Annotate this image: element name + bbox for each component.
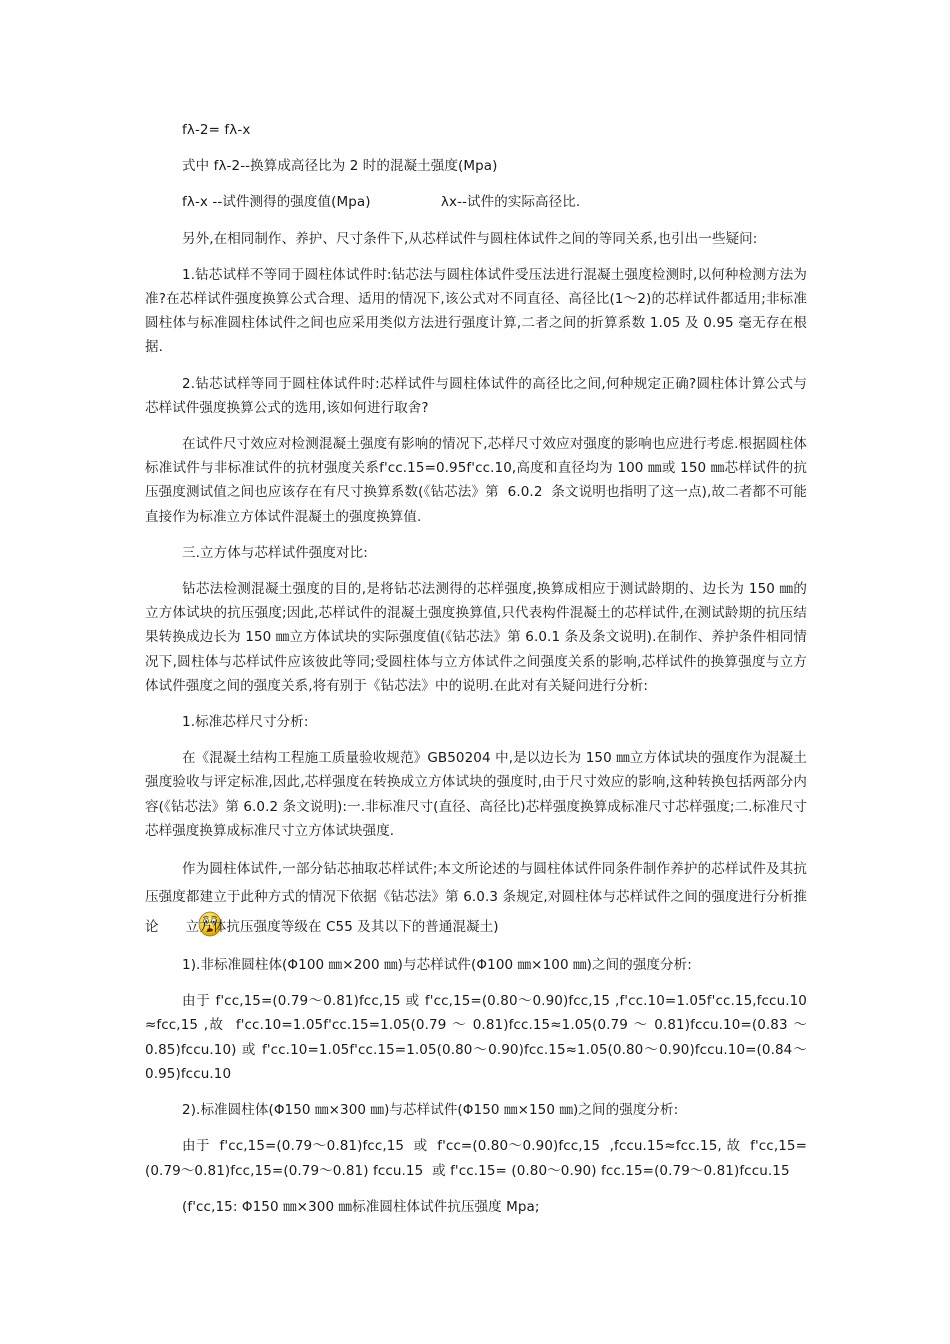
paragraph-gb50204: 在《混凝土结构工程施工质量验收规范》GB50204 中,是以边长为 150 ㎜立方体试块的强度作为混凝土强度验收与评定标准,因此,芯样强度在转换成立方体试块的强度时,由于尺寸效应的影响,这种转换包括两部分内容(《钻芯法》第 6.0.2 条文说明):一.非标准尺寸(直径、高径比)芯样强度换算成标准尺寸芯样强度;二.标准尺寸芯样强度换算成标准尺寸立方体试块强度. [145, 750, 807, 839]
paragraph-size-effect: 在试件尺寸效应对检测混凝土强度有影响的情况下,芯样尺寸效应对强度的影响也应进行考虑.根据圆柱体标准试件与非标准试件的抗材强度关系f'cc.15=0.95f'cc.10,高度和直径均为 100 ㎜或 150 ㎜芯样试件的抗压强度测试值之间也应该存在有尺寸换算系数(《钻芯法》第 6.0.2 条文说明也指明了这一点),故二者都不可能直接作为标准立方体试件混凝土的强度换算值. [145, 436, 807, 525]
formula-line: fλ-2= fλ-x [182, 122, 251, 138]
subheading-standard-cylinder: 2).标准圆柱体(Φ150 ㎜×300 ㎜)与芯样试件(Φ150 ㎜×150 ㎜)之间的强度分析: [182, 1102, 679, 1119]
paragraph-questions-intro: 另外,在相同制作、养护、尺寸条件下,从芯样试件与圆柱体试件之间的等同关系,也引出一些疑问: [182, 230, 758, 247]
subheading-standard-core: 1.标准芯样尺寸分析: [182, 714, 309, 731]
paragraph-core-purpose: 钻芯法检测混凝土强度的目的,是将钻芯法测得的芯样强度,换算成相应于测试龄期的、边长为 150 ㎜的立方体试块的抗压强度;因此,芯样试件的混凝土强度换算值,只代表构件混凝土的芯样试件,在测试龄期的抗压结果转换成边长为 150 ㎜立方体试块的实际强度值(《钻芯法》第 6.0.1 条及条文说明).在制作、养护条件相同情况下,圆柱体与芯样试件应该彼此等同;受圆柱体与立方体试件之间强度关系的影响,芯样试件的换算强度与立方体试件强度之间的强度关系,将有别于《钻芯法》中的说明.在此对有关疑问进行分析: [145, 581, 807, 694]
paragraph-question-1: 1.钻芯试样不等同于圆柱体试件时:钻芯法与圆柱体试件受压法进行混凝土强度检测时,以何种检测方法为准?在芯样试件强度换算公式合理、适用的情况下,该公式对不同直径、高径比(1～2)的芯样试件都适用;非标准圆柱体与标准圆柱体试件之间也应采用类似方法进行强度计算,二者之间的折算系数 1.05 及 0.95 毫无存在根据. [145, 266, 807, 356]
section-heading-3: 三.立方体与芯样试件强度对比: [182, 544, 368, 561]
paragraph-standard-formulas: 由于 f'cc,15=(0.79～0.81)fcc,15 或 f'cc=(0.80～0.90)fcc,15 ,fccu.15≈fcc.15, 故 f'cc,15=(0.79～0.81)fcc,15=(0.79～0.81) fccu.15 或 f'cc.15= (0.80～0.90) fcc.15=(0.79～0.81)fccu.15 [145, 1138, 807, 1179]
paragraph-cylinder-analysis [145, 855, 807, 941]
paragraph-cylinder-tail: 立方体抗压强度等级在 C55 及其以下的普通混凝土) [185, 919, 499, 936]
paragraph-cylinder-text: 作为圆柱体试件,一部分钻芯抽取芯样试件;本文所论述的与圆柱体试件同条件制作养护的芯样试件及其抗压强度都建立于此种方式的情况下依据《钻芯法》第 6.0.3 条规定,对圆柱体与芯样试件之间的强度进行分析推论 [145, 861, 807, 936]
formula-definition-1: 式中 fλ-2--换算成高径比为 2 时的混凝土强度(Mpa) [182, 158, 498, 175]
paragraph-question-2: 2.钻芯试样等同于圆柱体试件时:芯样试件与圆柱体试件的高径比之间,何种规定正确?圆柱体计算公式与芯样试件强度换算公式的选用,该如何进行取舍? [145, 375, 807, 416]
document-page [145, 118, 812, 1231]
paragraph-notation: (f'cc,15: Φ150 ㎜×300 ㎜标准圆柱体试件抗压强度 Mpa; [182, 1198, 540, 1215]
paragraph-nonstandard-formulas: 由于 f'cc,15=(0.79～0.81)fcc,15 或 f'cc,15=(0.80～0.90)fcc,15 ,f'cc.10=1.05f'cc.15,fccu.10≈fcc,15 ,故 f'cc.10=1.05f'cc.15=1.05(0.79 ～ 0.81)fcc.15≈1.05(0.79 ～ 0.81)fccu.10=(0.83 ～ 0.85)fccu.10) 或 f'cc.10=1.05f'cc.15=1.05(0.80～0.90)fcc.15≈1.05(0.80～0.90)fccu.10=(0.84～0.95)fccu.10 [145, 993, 812, 1082]
formula-definition-2: fλ-x --试件测得的强度值(Mpa) λx--试件的实际高径比. [182, 194, 581, 211]
worried-face-emoji-icon [161, 911, 185, 937]
subheading-nonstandard-cylinder: 1).非标准圆柱体(Φ100 ㎜×200 ㎜)与芯样试件(Φ100 ㎜×100 ㎜)之间的强度分析: [182, 957, 692, 974]
